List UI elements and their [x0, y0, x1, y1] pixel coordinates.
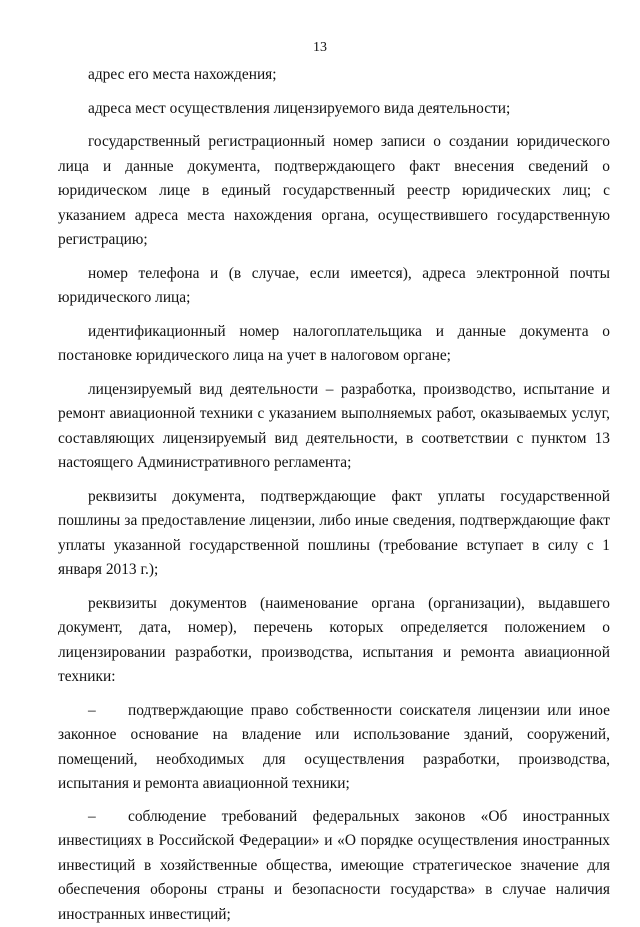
paragraph-phone-email: номер телефона и (в случае, если имеется), адреса электронной почты юридического лица;	[58, 262, 610, 311]
paragraph-state-fee: реквизиты документа, подтверждающие факт уплаты государственной пошлины за предоставление лицензии, либо иные сведения, подтверждающие факт уплаты указанной государственной пошлины (требование вступает в силу с 1 января 2013 г.);	[58, 485, 610, 583]
list-item-text: соблюдение требований федеральных законов «Об иностранных инвестициях в Российской Федерации» и «О порядке осуществления иностранных инвестиций в хозяйственные общества, имеющие стратегическое значение для обеспечения обороны страны и безопасности государства» в случае наличия иностранных инвестиций;	[58, 808, 610, 923]
list-item-ownership	[58, 699, 610, 797]
page-number: 13	[0, 38, 640, 58]
dash-marker: –	[88, 699, 128, 724]
paragraph-taxpayer-id: идентификационный номер налогоплательщика и данные документа о постановке юридического лица на учет в налоговом органе;	[58, 320, 610, 369]
paragraph-document-details: реквизиты документов (наименование органа (организации), выдавшего документ, дата, номер), перечень которых определяется положением о лицензировании разработки, производства, испытания и ремонта авиационной техники:	[58, 592, 610, 690]
paragraph-licensed-activity: лицензируемый вид деятельности – разработка, производство, испытание и ремонт авиационной техники с указанием выполняемых работ, оказываемых услуг, составляющих лицензируемый вид деятельности, в соответствии с пунктом 13 настоящего Административного регламента;	[58, 378, 610, 476]
document-body	[88, 63, 610, 927]
paragraph-activity-addresses: адреса мест осуществления лицензируемого вида деятельности;	[88, 97, 610, 122]
list-item-text: подтверждающие право собственности соискателя лицензии или иное законное основание на владение или использование зданий, сооружений, помещений, необходимых для осуществления разработки, производства, испытания и ремонта авиационной техники;	[58, 702, 610, 793]
paragraph-registration-number: государственный регистрационный номер записи о создании юридического лица и данные документа, подтверждающего факт внесения сведений о юридическом лице в единый государственный реестр юридических лиц; с указанием адреса места нахождения органа, осуществившего государственную регистрацию;	[58, 130, 610, 253]
list-item-federal-laws	[58, 805, 610, 927]
dash-marker: –	[88, 805, 128, 830]
paragraph-address: адрес его места нахождения;	[88, 63, 610, 88]
